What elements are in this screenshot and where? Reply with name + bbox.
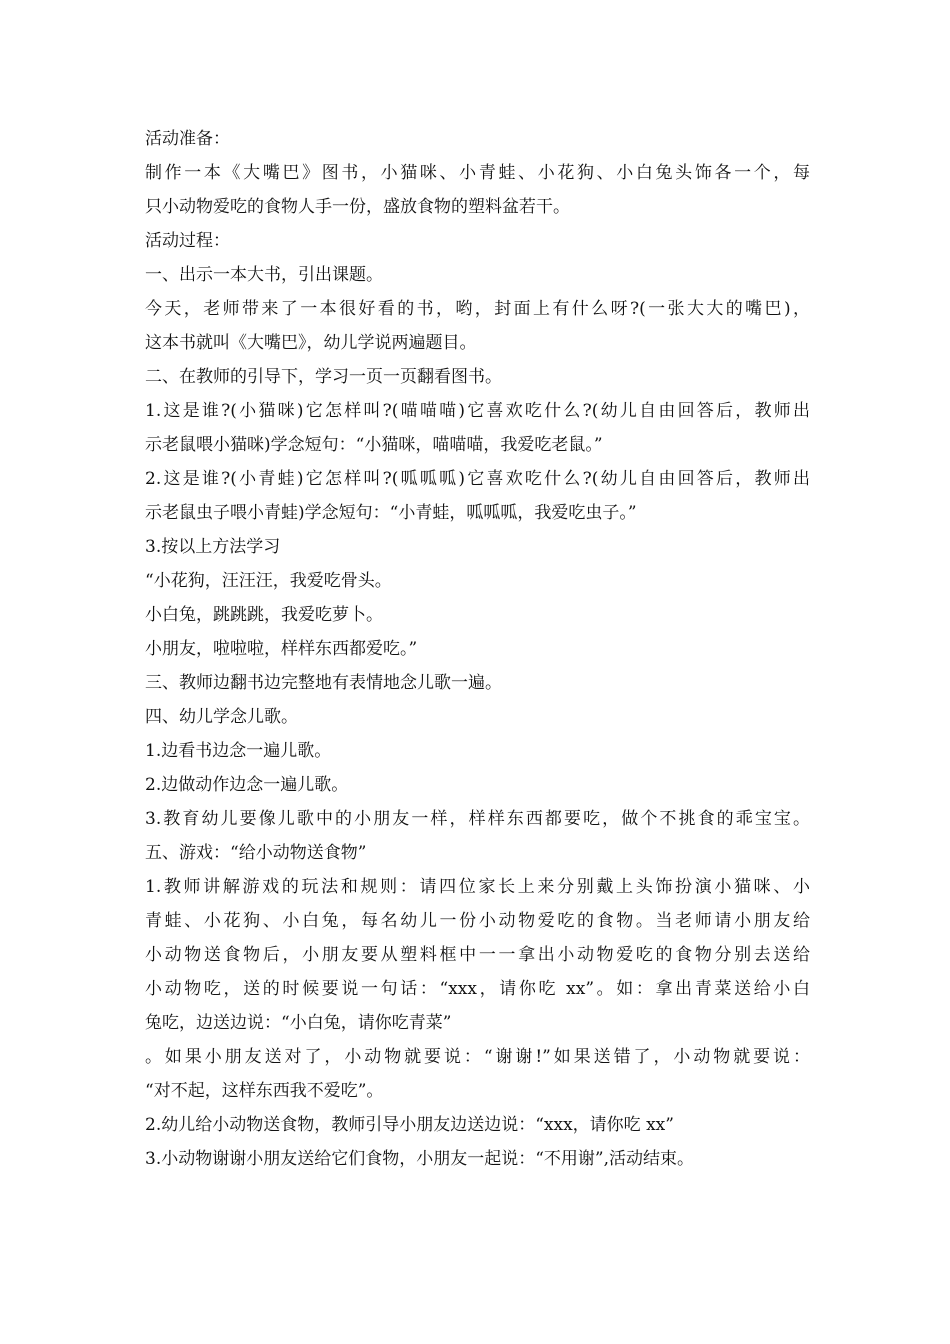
text-line: “对不起，这样东西我不爱吃”。 — [145, 1081, 384, 1101]
text-line: 五、游戏：“给小动物送食物” — [145, 843, 367, 863]
text-line: 2.幼儿给小动物送食物，教师引导小朋友边送边说：“xxx，请你吃 xx” — [145, 1115, 674, 1135]
text-line: 这本书就叫《大嘴巴》，幼儿学说两遍题目。 — [145, 333, 477, 353]
text-line: 小白兔，跳跳跳，我爱吃萝卜。 — [145, 605, 383, 625]
text-line: 示老鼠喂小猫咪)学念短句：“小猫咪，喵喵喵，我爱吃老鼠。” — [145, 435, 603, 455]
text-line: 三、教师边翻书边完整地有表情地念儿歌一遍。 — [145, 673, 502, 693]
text-line: 一、出示一本大书，引出课题。 — [145, 265, 383, 285]
document-body — [145, 122, 810, 1176]
text-line: 小动物送食物后，小朋友要从塑料框中一一拿出小动物爱吃的食物分别去送给 — [145, 945, 810, 965]
text-line: 兔吃，边送边说：“小白兔，请你吃青菜” — [145, 1013, 452, 1033]
text-line: 二、在教师的引导下，学习一页一页翻看图书。 — [145, 367, 502, 387]
text-line: “小花狗，汪汪汪，我爱吃骨头。 — [145, 571, 392, 591]
text-line: 活动过程： — [145, 231, 230, 251]
text-line: 小朋友，啦啦啦，样样东西都爱吃。” — [145, 639, 418, 659]
text-line: 3.小动物谢谢小朋友送给它们食物，小朋友一起说：“不用谢”,活动结束。 — [145, 1149, 695, 1169]
text-line: 四、幼儿学念儿歌。 — [145, 707, 298, 727]
text-line: 小动物吃，送的时候要说一句话：“xxx，请你吃 xx”。如：拿出青菜送给小白 — [145, 979, 810, 999]
text-line: 1.教师讲解游戏的玩法和规则：请四位家长上来分别戴上头饰扮演小猫咪、小 — [145, 877, 810, 897]
text-line: 今天，老师带来了一本很好看的书，哟，封面上有什么呀?(一张大大的嘴巴)， — [145, 299, 810, 319]
text-line: 只小动物爱吃的食物人手一份，盛放食物的塑料盆若干。 — [145, 197, 570, 217]
text-line: 3.按以上方法学习 — [145, 537, 281, 557]
text-line: 1.这是谁?(小猫咪)它怎样叫?(喵喵喵)它喜欢吃什么?(幼儿自由回答后，教师出 — [145, 401, 810, 421]
text-line: 青蛙、小花狗、小白兔，每名幼儿一份小动物爱吃的食物。当老师请小朋友给 — [145, 911, 810, 931]
text-line: 活动准备： — [145, 129, 230, 149]
text-line: 。如果小朋友送对了，小动物就要说：“谢谢!”如果送错了，小动物就要说： — [145, 1047, 810, 1067]
text-line: 1.边看书边念一遍儿歌。 — [145, 741, 332, 761]
text-line: 制作一本《大嘴巴》图书，小猫咪、小青蛙、小花狗、小白兔头饰各一个，每 — [145, 163, 810, 183]
text-line: 2.边做动作边念一遍儿歌。 — [145, 775, 349, 795]
text-line: 3.教育幼儿要像儿歌中的小朋友一样，样样东西都要吃，做个不挑食的乖宝宝。 — [145, 809, 810, 829]
text-line: 示老鼠虫子喂小青蛙)学念短句：“小青蛙，呱呱呱，我爱吃虫子。” — [145, 503, 637, 523]
text-line: 2.这是谁?(小青蛙)它怎样叫?(呱呱呱)它喜欢吃什么?(幼儿自由回答后，教师出 — [145, 469, 810, 489]
